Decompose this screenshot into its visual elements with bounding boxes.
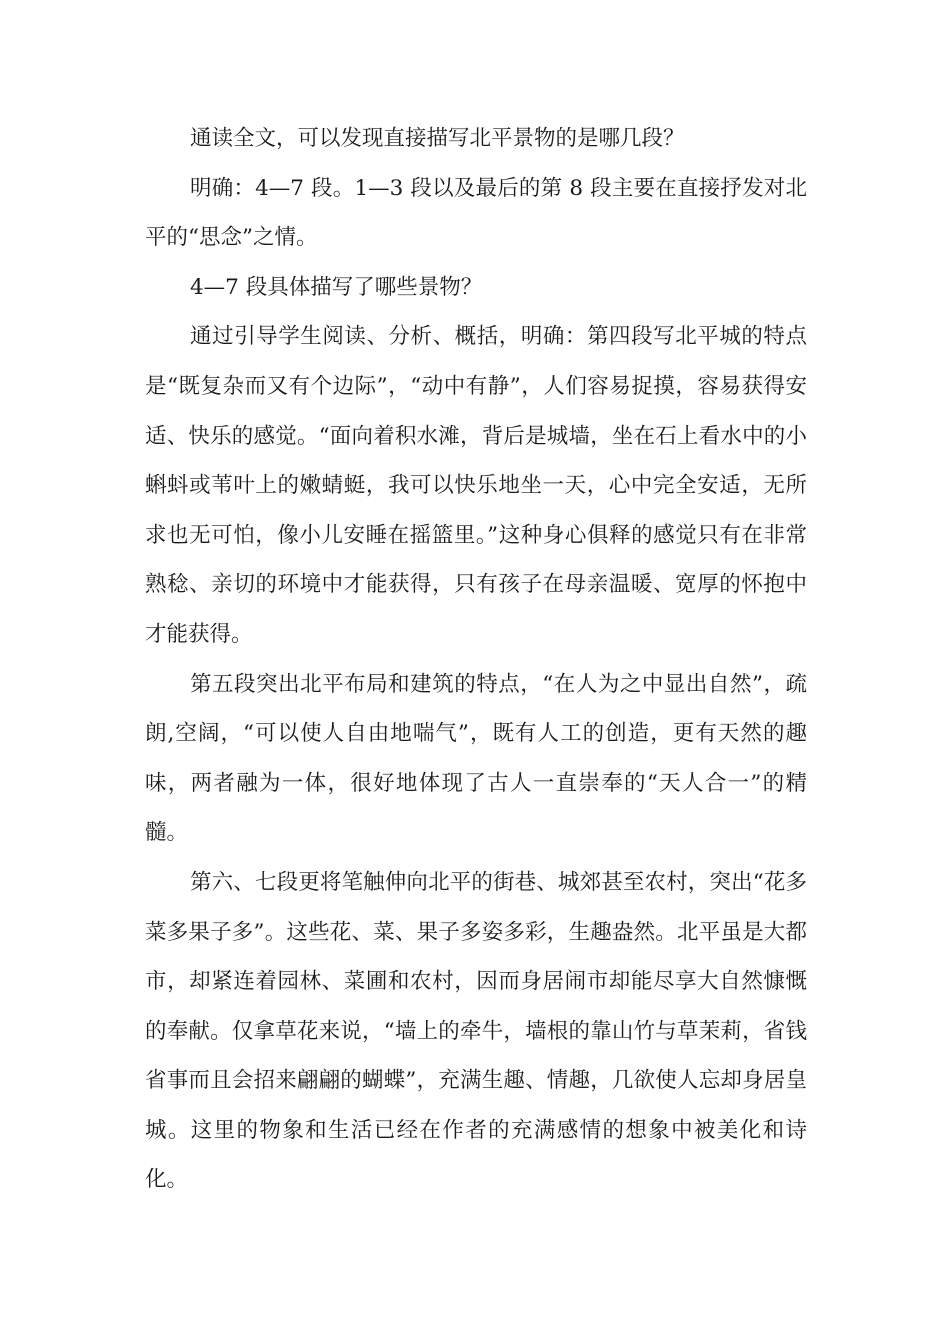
document-body	[145, 114, 807, 1205]
paragraph-section-4: 通过引导学生阅读、分析、概括，明确：第四段写北平城的特点是“既复杂而又有个边际”，“动中有静”，人们容易捉摸，容易获得安适、快乐的感觉。“面向着积水滩，背后是城墙，坐在石上看水中的小蝌蚪或苇叶上的嫩蜻蜓，我可以快乐地坐一天，心中完全安适，无所求也无可怕，像小儿安睡在摇篮里。”这种身心俱释的感觉只有在非常熟稔、亲切的环境中才能获得，只有孩子在母亲温暖、宽厚的怀抱中才能获得。	[145, 324, 807, 647]
paragraph-question-1: 通读全文，可以发现直接描写北平景物的是哪几段？	[190, 126, 685, 151]
paragraph-question-2: 4—7 段具体描写了哪些景物？	[190, 274, 483, 300]
paragraph-section-6-7: 第六、七段更将笔触伸向北平的街巷、城郊甚至农村，突出“花多菜多果子多”。这些花、菜、果子多姿多彩，生趣盎然。北平虽是大都市，却紧连着园林、菜圃和农村，因而身居闹市却能尽享大自然慷慨的奉献。仅拿草花来说，“墙上的牵牛，墙根的靠山竹与草茉莉，省钱省事而且会招来翩翩的蝴蝶”，充满生趣、情趣，几欲使人忘却身居皇城。这里的物象和生活已经在作者的充满感情的想象中被美化和诗化。	[145, 869, 807, 1193]
paragraph-section-5: 第五段突出北平布局和建筑的特点，“在人为之中显出自然”，疏朗,空阔，“可以使人自由地喘气”，既有人工的创造，更有天然的趣味，两者融为一体，很好地体现了古人一直崇奉的“天人合一”的精髓。	[145, 671, 807, 846]
paragraph-answer-1: 明确：4—7 段。1—3 段以及最后的第 8 段主要在直接抒发对北平的“思念”之情。	[145, 175, 807, 251]
